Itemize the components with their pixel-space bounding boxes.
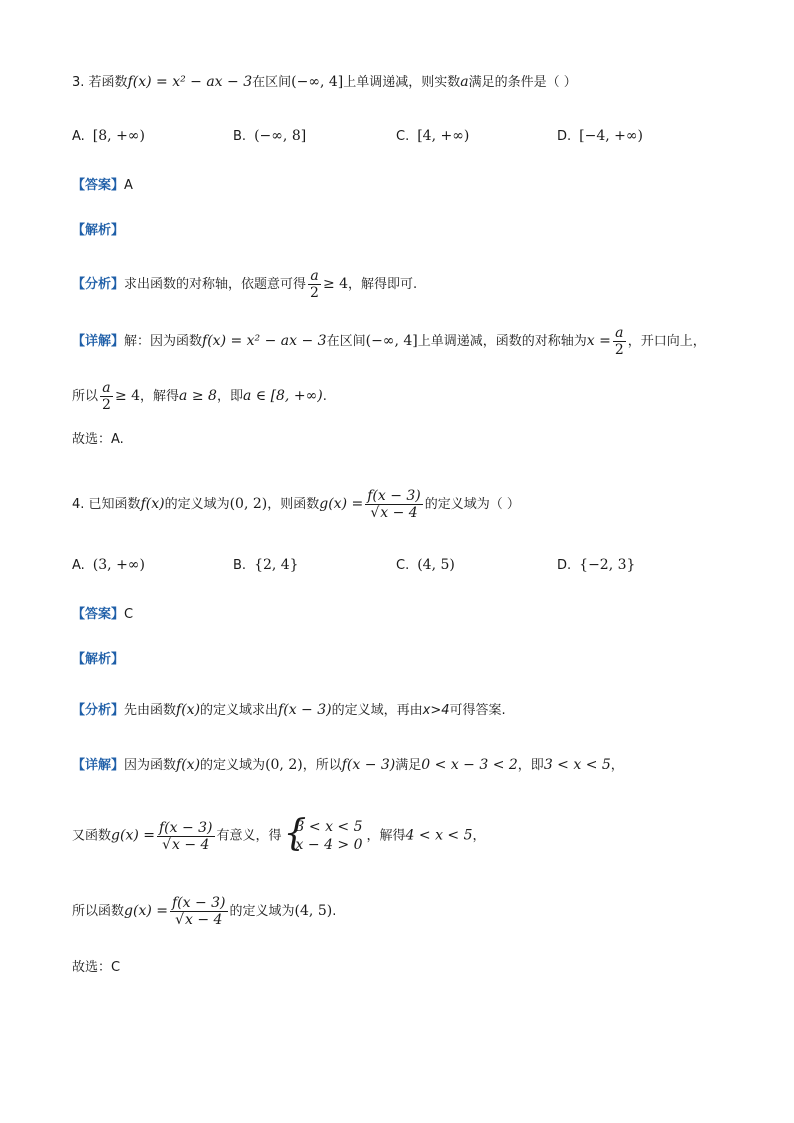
q3-option-d[interactable]: D. [−4, +∞) [557,128,644,144]
q3-detail-line2: 所以 $\frac{a}{2}$ ≥ 4，解得a ≥ 8，即a ∈ [8, +∞). [72,380,327,413]
q4-option-b[interactable]: B. {2, 4} [233,557,299,573]
q4-analysis-heading: 【解析】 [72,652,125,667]
q3-choice: 故选：A. [72,432,124,447]
q3-fenxi: 【分析】求出函数的对称轴，依题意可得 $\frac{a}{2}$ ≥ 4，解得即可. [72,268,418,301]
fraction: $\frac{a}{2}$ [102,380,111,413]
q4-answer: 【答案】C [72,607,134,622]
q4-choice: 故选：C [72,960,121,975]
q3-stem: 3. 若函数f(x) = x² − ax − 3在区间(−∞, 4]上单调递减，则实数a满足的条件是（ ） [72,74,577,90]
q3-option-a[interactable]: A. [8, +∞) [72,128,145,144]
q3-number: 3. [72,75,85,90]
q4-detail-line3: 所以函数g(x) = $\frac{f(x - 3)}{√x - 4}$ 的定义域为(4, 5). [72,895,337,928]
q4-option-a[interactable]: A. (3, +∞) [72,557,145,573]
q3-analysis-heading: 【解析】 [72,223,125,238]
fraction: $\frac{f(x - 3)}{√x - 4}$ [367,488,421,521]
q3-interval: (−∞, 4] [291,74,344,90]
q4-stem: 4. 已知函数f(x)的定义域为(0, 2)，则函数g(x) = $\frac{f(x - 3)}{√x - 4}$ 的定义域为（ ） [72,488,520,521]
q3-option-b[interactable]: B. (−∞, 8] [233,128,307,144]
q4-option-d[interactable]: D. {−2, 3} [557,557,636,573]
fraction: $\frac{f(x - 3)}{√x - 4}$ [158,819,213,853]
q4-number: 4. [72,497,85,512]
inequality-system: { 3 < x < 5 x − 4 > 0 [286,818,363,854]
fraction: $\frac{a}{2}$ [614,325,624,358]
q4-detail-line2: 又函数g(x) = $\frac{f(x - 3)}{√x - 4}$ 有意义，得 { 3 < x < 5 x − 4 > 0 ，解得4 < x < 5， [72,818,486,854]
q3-option-c[interactable]: C. [4, +∞) [396,128,470,144]
q3-function: f(x) = x² − ax − 3 [127,74,253,90]
fraction: $\frac{a}{2}$ [310,268,319,301]
q4-detail: 【详解】因为函数f(x)的定义域为(0, 2)，所以f(x − 3)满足0 < x − 3 < 2，即3 < x < 5， [72,757,624,773]
q3-detail: 【详解】解：因为函数f(x) = x² − ax − 3在区间(−∞, 4]上单调递减，函数的对称轴为x = $\frac{a}{2}$ ，开口向上， [72,325,706,358]
fraction: $\frac{f(x - 3)}{√x - 4}$ [171,895,226,928]
q3-answer: 【答案】A [72,178,133,193]
q4-option-c[interactable]: C. (4, 5) [396,557,455,573]
q4-fenxi: 【分析】先由函数f(x)的定义域求出f(x − 3)的定义域，再由x>4可得答案. [72,702,506,718]
